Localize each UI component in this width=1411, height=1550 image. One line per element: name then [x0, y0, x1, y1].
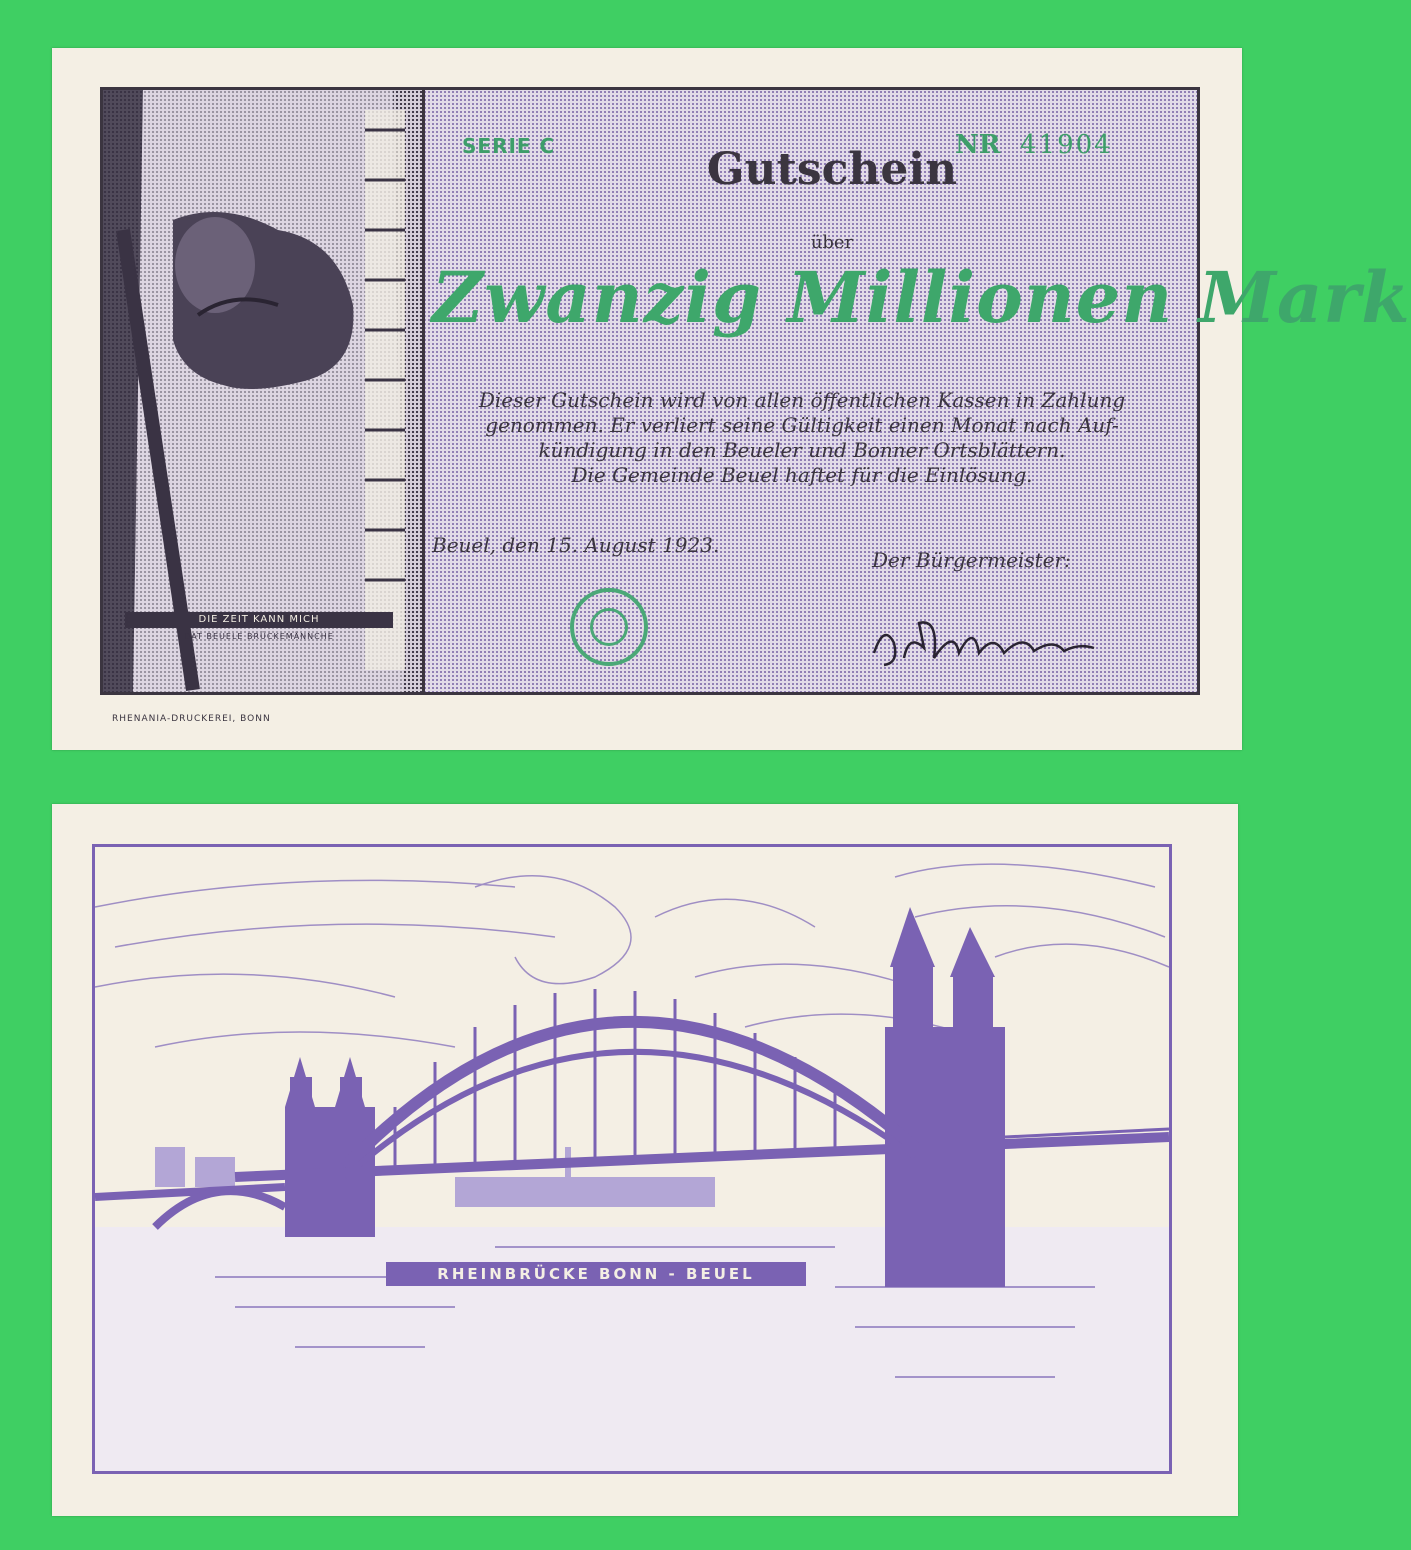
note-text-line: Dieser Gutschein wird von allen öffentlichen Kassen in Zahlung [478, 388, 1126, 412]
note-text-line: kündigung in den Beueler und Bonner Ortsblättern. [538, 438, 1066, 462]
serial-number: 41904 [1020, 130, 1113, 160]
plaque-subtitle: DAT BEUELE BRÜCKEMÄNNCHE [184, 632, 334, 641]
serie-label: SERIE C [462, 134, 556, 158]
issue-date: Beuel, den 15. August 1923. [432, 533, 720, 557]
denomination: Zwanzig Millionen Mark [432, 256, 1411, 339]
municipal-seal-icon [570, 588, 648, 666]
number-prefix: NR [955, 130, 1001, 160]
rhine-bridge-illustration [95, 847, 1169, 1471]
plaque-label: DIE ZEIT KANN MICH [125, 612, 393, 628]
printer-imprint: RHENANIA-DRUCKEREI, BONN [112, 714, 271, 724]
figure-drawing [103, 90, 425, 692]
mayor-label: Der Bürgermeister: [872, 548, 1071, 572]
banknote-front [52, 48, 1411, 750]
over-label: über [810, 232, 854, 253]
back-frame [92, 844, 1172, 1474]
brueckemaennchen-illustration [103, 90, 425, 692]
signature-icon [864, 603, 1104, 673]
note-text [432, 388, 1172, 488]
note-text-line: Die Gemeinde Beuel haftet für die Einlösung. [571, 463, 1033, 487]
note-text-line: genommen. Er verliert seine Gültigkeit einen Monat nach Auf- [485, 413, 1119, 437]
note-title: Gutschein [706, 144, 958, 195]
banknote-back [52, 804, 1238, 1516]
bridge-caption: RHEINBRÜCKE BONN - BEUEL [386, 1262, 806, 1286]
